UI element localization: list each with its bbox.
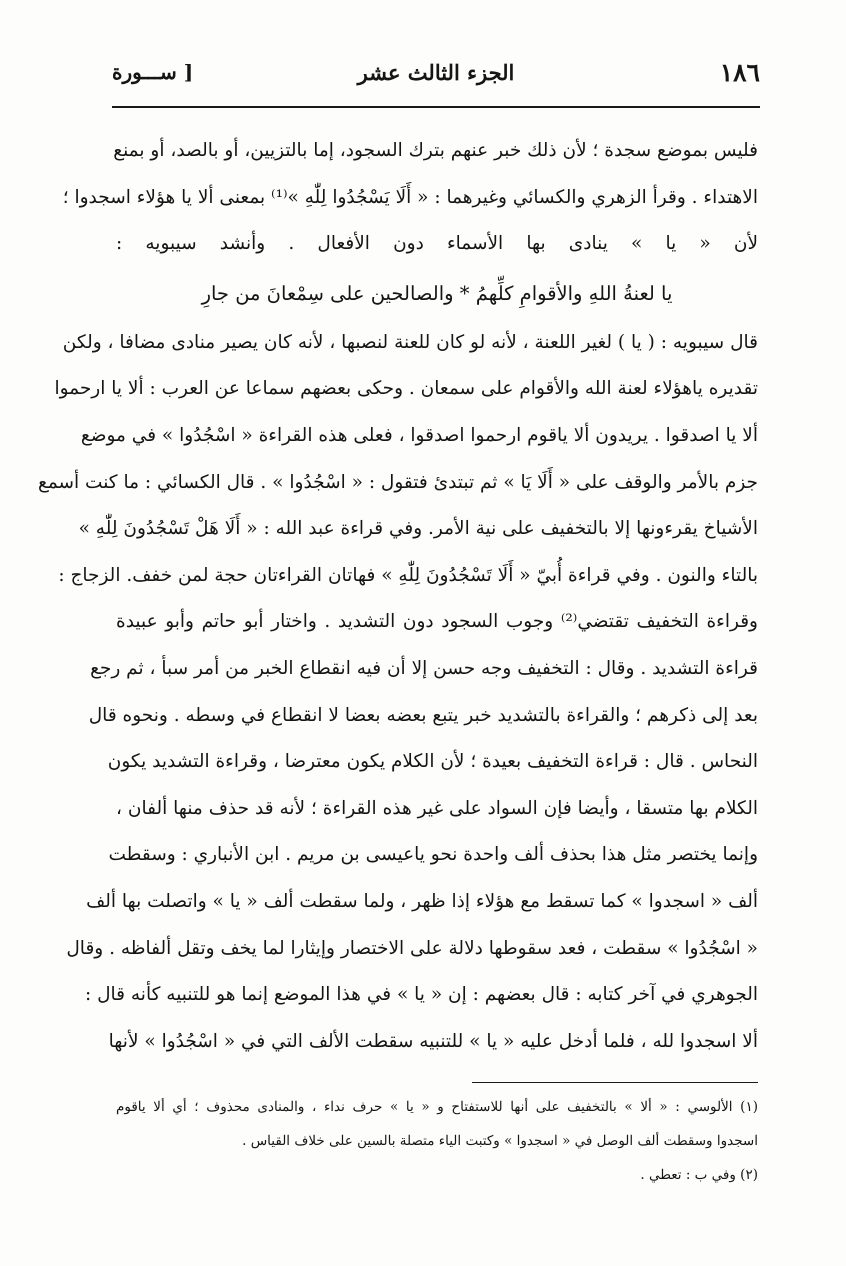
text-line: الأشياخ يقرءونها إلا بالتخفيف على نية الأمر. وفي قراءة عبد الله : « أَلَا هَلْ تَسْجُدُونَ لِلّٰهِ » [78,518,758,540]
page-number: ١٨٦ [719,58,760,87]
main-text [37,128,758,1065]
text-line: ألا اسجدوا لله ، فلما أدخل عليه « يا » للتنبيه سقطت الألف التي في « اسْجُدُوا » لأنها [108,1030,758,1052]
part-title: الجزء الثالث عشر [357,60,515,85]
poetry-verse: يا لعنةُ اللهِ والأقوامِ كلِّهمُ * والصالحين على سِمْعانَ من جارِ [201,281,673,305]
text-line: النحاس . قال : قراءة التخفيف بعيدة ؛ لأن الكلام يكون معترضا ، وقراءة التشديد يكون [107,751,758,773]
text-line: ألا يا اصدقوا . يريدون ألا ياقوم ارحموا اصدقوا ، فعلى هذه القراءة « اسْجُدُوا » في موضع [80,424,758,446]
header-rule [112,106,760,108]
text-line: الاهتداء . وقرأ الزهري والكسائي وغيرهما : « أَلَا يَسْجُدُوا لِلّٰهِ »⁽¹⁾ بمعنى ألا يا هؤلاء اسجدوا ؛ [62,186,758,208]
text-line: تقديره ياهؤلاء لعنة الله والأقوام على سمعان . وحكى بعضهم سماعا عن العرب : ألا يا ارحموا [54,378,758,400]
text-line: وقراءة التخفيف تقتضي⁽²⁾ وجوب السجود دون التشديد . واختار أبو حاتم وأبو عبيدة [116,611,758,633]
text-line: ألف « اسجدوا » كما تسقط مع هؤلاء إذا ظهر ، ولما سقطت ألف « يا » واتصلت بها ألف [86,890,758,912]
footnote-rule [472,1082,758,1083]
text-line: قال سيبويه : ( يا ) لغير اللعنة ، لأنه لو كان للعنة لنصبها ، لأنه كان يصير منادى مضافا ، ولكن [62,331,758,353]
text-line: وإنما يختصر مثل هذا بحذف ألف واحدة نحو ياعيسى بن مريم . ابن الأنباري : وسقطت [108,844,758,866]
text-line: بالتاء والنون . وفي قراءة أُبيّ « أَلَا تَسْجُدُونَ لِلّٰهِ » فهاتان القراءتان حجة لمن خفف. الزجاج : [58,564,758,586]
footnote-line: (١) الألوسي : « ألا » بالتخفيف على أنها للاستفتاح و « يا » حرف نداء ، والمنادى محذوف ؛ أي ألا ياقوم [116,1099,758,1115]
text-line: قراءة التشديد . وقال : التخفيف وجه حسن إلا أن فيه انقطاع الخبر من أمر سبأ ، ثم رجع [90,657,758,679]
text-line: الجوهري في آخر كتابه : قال بعضهم : إن « يا » في هذا الموضع إنما هو للتنبيه كأنه قال : [84,984,758,1006]
text-line: الكلام بها متسقا ، وأيضا فإن السواد على غير هذه القراءة ؛ لأنه قد حذف منها ألفان ، [116,797,758,819]
text-line: بعد إلى ذكرهم ؛ والقراءة بالتشديد خبر يتبع بعضه بعضا لا انقطاع في وسطه . ونحوه قال [88,704,758,726]
text-line: « اسْجُدُوا » سقطت ، فعد سقوطها دلالة على الاختصار وإيثارا لما يخف وتقل ألفاظه . وقال [66,937,758,959]
text-line: لأن « يا » ينادى بها الأسماء دون الأفعال . وأنشد سيبويه : [116,233,758,255]
footnote-line: اسجدوا وسقطت ألف الوصل في « اسجدوا » وكتبت الياء متصلة بالسين على خلاف القياس . [242,1133,758,1149]
footnote-line: (٢) وفي ب : تعطي . [640,1167,758,1183]
text-line: جزم بالأمر والوقف على « أَلَا يَا » ثم تبتدئ فتقول : « اسْجُدُوا » . قال الكسائي : ما كنت أسمع [37,471,758,493]
surah-label: [ ســـورة [112,60,194,84]
footnotes [116,1090,758,1192]
text-line: فليس بموضع سجدة ؛ لأن ذلك خبر عنهم بترك السجود، إما بالتزيين، أو بالصد، أو بمنع [113,140,758,161]
running-header [112,58,760,98]
